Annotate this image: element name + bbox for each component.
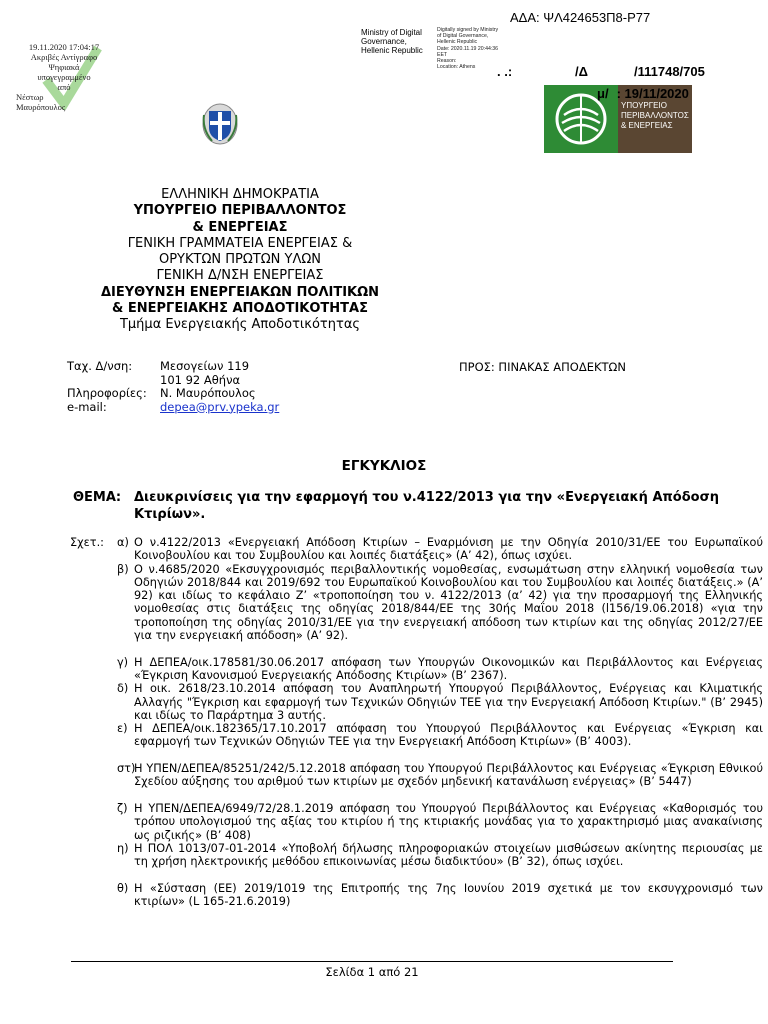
- ministry-logo-text: [621, 101, 689, 131]
- info-value: Ν. Μαυρόπουλος: [160, 386, 256, 400]
- email-label: e-mail:: [67, 399, 107, 414]
- digital-copy-stamp: [14, 42, 114, 112]
- stamp-line: από: [57, 82, 71, 92]
- header-line: ΓΕΝΙΚΗ Δ/ΝΣΗ ΕΝΕΡΓΕΙΑΣ: [156, 268, 324, 284]
- reference-mark: γ): [117, 655, 129, 669]
- ada-code: ΑΔΑ: ΨΛ424653Π8-Ρ77: [510, 10, 651, 25]
- address-value: Μεσογείων 119: [160, 359, 250, 373]
- reference-mark: α): [117, 536, 129, 549]
- reference-text: Η «Σύσταση (ΕΕ) 2019/1019 της Επιτροπής της 7ης Ιουνίου 2019 σχετικά με τον εκσυγχρονισμό των κτιρίων» (L 165-21.6.2019): [134, 881, 763, 909]
- stamp-datetime: 19.11.2020 17:04:17: [28, 42, 100, 52]
- header-line: Τμήμα Ενεργειακής Αποδοτικότητας: [119, 317, 361, 333]
- signature-line: Governance,: [361, 37, 407, 46]
- reference-mark: η): [117, 841, 129, 855]
- protocol-date-value: : 19/11/2020: [616, 86, 689, 101]
- ministry-logo-line: & ΕΝΕΡΓΕΙΑΣ: [621, 121, 673, 130]
- info-label: Πληροφορίες:: [67, 386, 147, 400]
- reference-mark: ζ): [117, 802, 128, 815]
- reference-text: Ο ν.4685/2020 «Εκσυγχρονισμός περιβαλλοντικής νομοθεσίας, ενσωμάτωση στην ελληνική νομοθεσία των Οδηγιών 2018/844 και 2019/692 του Ευρωπαϊκού Κοινοβουλίου και του Συμβουλίου και λοιπές διατάξεις.» (Α’ 92) και ιδίως το κεφάλαιο Ζ’ «τροποποίηση του ν. 4122/2013 (α’ 42) για την προσαρμογή της Ελληνικής νομοθεσίας στις διατάξεις της οδηγίας 2018/844/ΕΕ της 30ής Μαΐου 2018 (l156/19.06.2018) «για την τροποποίηση της οδηγίας 2010/31/ΕΕ για την ενεργειακή απόδοση των κτιρίων και της οδηγίας 2012/27/ΕΕ για την ενεργειακή απόδοση» (Α’ 92).: [134, 562, 763, 643]
- reference-text: Η ΔΕΠΕΑ/οικ.182365/17.10.2017 απόφαση του Υπουργού Περιβάλλοντος και Ενέργειας «Έγκριση και εφαρμογή των Τεχνικών Οδηγιών ΤΕΕ για την Ενεργειακή Απόδοση Κτιρίων» (Β’ 4003).: [134, 722, 763, 749]
- signature-detail: of Digital Governance,: [437, 33, 489, 40]
- reference-mark: θ): [117, 881, 129, 895]
- recipient-line: ΠΡΟΣ: ΠΙΝΑΚΑΣ ΑΠΟΔΕΚΤΩΝ: [459, 360, 626, 374]
- ministry-header: [40, 187, 440, 334]
- reference-mark: ε): [117, 722, 128, 736]
- header-line: ΥΠΟΥΡΓΕΙΟ ΠΕΡΙΒΑΛΛΟΝΤΟΣ: [133, 203, 347, 219]
- signature-details: [437, 27, 498, 70]
- greek-emblem-icon: [200, 101, 240, 146]
- signature-issuer: [361, 28, 423, 55]
- signature-detail: Date: 2020.11.19 20:44:36: [437, 45, 499, 52]
- header-line: & ΕΝΕΡΓΕΙΑΣ: [192, 219, 288, 235]
- page-number: Σελίδα 1 από 21: [325, 965, 419, 979]
- address-city: 101 92 Αθήνα: [160, 372, 241, 387]
- subject-text: Διευκρινίσεις για την εφαρμογή του ν.4122/2013 για την «Ενεργειακή Απόδοση Κτιρίων».: [134, 490, 719, 522]
- stamp-line: Ακριβές Αντίγραφο: [30, 52, 98, 62]
- reference-text: Η ΥΠΕΝ/ΔΕΠΕΑ/6949/72/28.1.2019 απόφαση του Υπουργού Περιβάλλοντος και Ενέργειας «Καθορισμός του τρόπου υπολογισμού της αξίας του κτιρίου ή της κτιριακής μονάδας για το χαρακτηρισμό μιας ανακαίνισης ως ριζικής» (Β’ 408): [134, 802, 763, 842]
- ministry-logo-line: ΠΕΡΙΒΑΛΛΟΝΤΟΣ: [621, 111, 689, 120]
- header-line: ΕΛΛΗΝΙΚΗ ΔΗΜΟΚΡΑΤΙΑ: [161, 187, 319, 202]
- signature-detail: EET: [437, 51, 448, 58]
- stamp-line: Νέστωρ: [16, 92, 44, 102]
- reference-text: Η ΔΕΠΕΑ/οικ.178581/30.06.2017 απόφαση των Υπουργών Οικονομικών και Περιβάλλοντος και Ενέργειας «Έγκριση Κανονισμού Ενεργειακής Απόδοσης Κτιρίων» (Β’ 2367).: [134, 655, 763, 682]
- reference-mark: στ): [117, 762, 136, 776]
- stamp-line: Μαυρόπουλος: [16, 102, 66, 112]
- reference-mark: β): [117, 562, 129, 576]
- signature-line: Hellenic Republic: [361, 46, 423, 55]
- stamp-line: Ψηφιακά: [48, 62, 80, 72]
- header-line: & ΕΝΕΡΓΕΙΑΚΗΣ ΑΠΟΔΟΤΙΚΟΤΗΤΑΣ: [112, 301, 368, 317]
- header-line: ΟΡΥΚΤΩΝ ΠΡΩΤΩΝ ΥΛΩΝ: [158, 252, 322, 268]
- stamp-line: υπογεγραμμένο: [37, 72, 91, 82]
- ministry-logo-line: ΥΠΟΥΡΓΕΙΟ: [621, 101, 667, 110]
- reference-text: Η οικ. 2618/23.10.2014 απόφαση του Αναπληρωτή Υπουργού Περιβάλλοντος, Ενέργειας και Κλιματικής Αλλαγής "Έγκριση και εφαρμογή των Τεχνικών Οδηγιών ΤΕΕ για την Ενεργειακή Απόδοση Κτιρίων." (Β’ 2945) και ιδίως το Παράρτημα 3 αυτής.: [134, 682, 763, 722]
- reference-text: Η ΠΟΛ 1013/07-01-2014 «Υποβολή δήλωσης πληροφοριακών στοιχείων μισθώσεων ακίνητης περιουσίας με τη χρήση ηλεκτρονικής μεθόδου επικοινωνίας μέσω διαδικτύου» (Β’ 32), όπως ισχύει.: [134, 841, 763, 869]
- document-type: ΕΓΚΥΚΛΙΟΣ: [341, 458, 427, 474]
- signature-detail: Hellenic Republic: [437, 39, 478, 46]
- signature-line: Ministry of Digital: [361, 28, 422, 37]
- email-link[interactable]: depea@prv.ypeka.gr: [160, 399, 280, 414]
- signature-detail: Digitally signed by Ministry: [437, 27, 499, 33]
- protocol-date: [597, 86, 689, 101]
- protocol-dots: . .:: [497, 64, 513, 79]
- signature-detail: Location: Athens: [437, 64, 476, 71]
- references-label: Σχετ.:: [70, 536, 104, 549]
- reference-text: Ο ν.4122/2013 «Ενεργειακή Απόδοση Κτιρίων – Εναρμόνιση με την Οδηγία 2010/31/ΕΕ του Ευρωπαϊκού Κοινοβουλίου και του Συμβουλίου και λοιπές διατάξεις» (Α’ 42), όπως ισχύει.: [134, 536, 763, 563]
- header-line: ΓΕΝΙΚΗ ΓΡΑΜΜΑΤΕΙΑ ΕΝΕΡΓΕΙΑΣ &: [127, 235, 353, 251]
- protocol-prefix: /Δ: [575, 64, 588, 79]
- footer-divider: [71, 961, 673, 962]
- header-line: ΔΙΕΥΘΥΝΣΗ ΕΝΕΡΓΕΙΑΚΩΝ ΠΟΛΙΤΙΚΩΝ: [100, 284, 380, 300]
- protocol-date-label: μ/: [597, 86, 609, 101]
- signature-detail: Reason:: [437, 58, 457, 65]
- subject-label: ΘΕΜΑ:: [73, 490, 122, 505]
- protocol-value: /111748/705: [634, 64, 705, 79]
- reference-text: Η ΥΠΕΝ/ΔΕΠΕΑ/85251/242/5.12.2018 απόφαση του Υπουργού Περιβάλλοντος και Ενέργειας «Έγκριση Εθνικού Σχεδίου αύξησης του αριθμού των κτιρίων με σχεδόν μηδενική κατανάλωση ενέργειας» (Β’ 5447): [134, 762, 763, 789]
- reference-mark: δ): [117, 682, 129, 696]
- address-label: Ταχ. Δ/νση:: [67, 359, 133, 373]
